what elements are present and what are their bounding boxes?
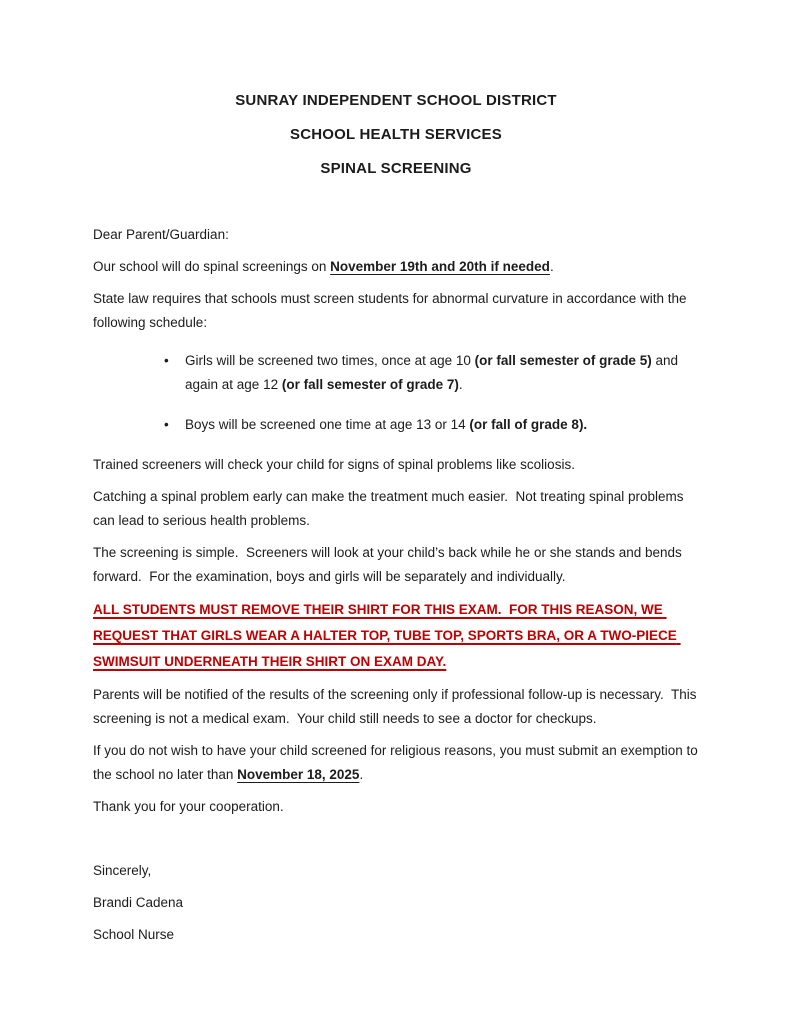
- early-catch-paragraph: Catching a spinal problem early can make the treatment much easier. Not treating spinal problems can lead to serious health problems.: [93, 489, 688, 528]
- salutation: Dear Parent/Guardian:: [93, 227, 229, 242]
- bullet-icon: •: [164, 417, 169, 432]
- list-item: [93, 413, 699, 437]
- closing: Sincerely,: [93, 863, 152, 878]
- warning-text: ALL STUDENTS MUST REMOVE THEIR SHIRT FOR THIS EXAM. FOR THIS REASON, WE REQUEST THAT GIRLS WEAR A HALTER TOP, TUBE TOP, SPORTS BRA, OR A TWO-PIECE SWIMSUIT UNDERNEATH THEIR SHIRT ON EXAM DAY.: [93, 602, 681, 669]
- text-segment: Girls will be screened two times, once at age 10: [185, 353, 475, 368]
- signature-name: Brandi Cadena: [93, 895, 184, 910]
- text-segment: Boys will be screened one time at age 13 or 14: [185, 417, 470, 432]
- results-notice-paragraph: Parents will be notified of the results of the screening only if professional follow-up is necessary. This screening is not a medical exam. Your child still needs to see a doctor for checkups.: [93, 687, 701, 726]
- letter-body: [93, 223, 702, 947]
- screening-date-paragraph: [93, 255, 699, 279]
- signature-block: [93, 859, 699, 947]
- text-segment: Our school will do spinal screenings on: [93, 259, 331, 274]
- text-segment: If you do not wish to have your child screened for religious reasons, you must submit an exemption to the school no later than: [93, 743, 702, 782]
- screening-schedule-list: [93, 349, 699, 437]
- trained-screeners-paragraph: Trained screeners will check your child for signs of spinal problems like scoliosis.: [93, 457, 575, 472]
- list-item: [93, 349, 699, 397]
- exemption-deadline: November 18, 2025: [237, 767, 360, 782]
- state-law-paragraph: State law requires that schools must screen students for abnormal curvature in accordance with the following schedule:: [93, 291, 691, 330]
- signature-title: School Nurse: [93, 927, 175, 942]
- text-segment: .: [359, 767, 364, 782]
- department-title: SCHOOL HEALTH SERVICES: [290, 126, 502, 143]
- screening-date: November 19th and 20th if needed: [330, 259, 550, 274]
- grade-8-note: (or fall of grade 8).: [469, 417, 588, 432]
- boys-screening-rule: [185, 413, 699, 437]
- girls-screening-rule: [185, 349, 699, 397]
- screening-simple-paragraph: The screening is simple. Screeners will look at your child’s back while he or she stands and bends forward. For the examination, boys and girls will be separately and individually.: [93, 545, 686, 584]
- bullet-icon: •: [164, 353, 169, 368]
- exemption-paragraph: [93, 739, 702, 787]
- letter-subject: SPINAL SCREENING: [320, 160, 472, 177]
- text-segment: .: [549, 259, 554, 274]
- letter-header: [93, 84, 699, 186]
- text-segment: and again at age 12: [185, 353, 682, 392]
- thanks-paragraph: Thank you for your cooperation.: [93, 799, 284, 814]
- grade-7-note: (or fall semester of grade 7): [281, 377, 459, 392]
- grade-5-note: (or fall semester of grade 5): [474, 353, 652, 368]
- district-title: SUNRAY INDEPENDENT SCHOOL DISTRICT: [235, 92, 557, 109]
- text-segment: .: [458, 377, 463, 392]
- shirt-removal-warning: [93, 597, 699, 675]
